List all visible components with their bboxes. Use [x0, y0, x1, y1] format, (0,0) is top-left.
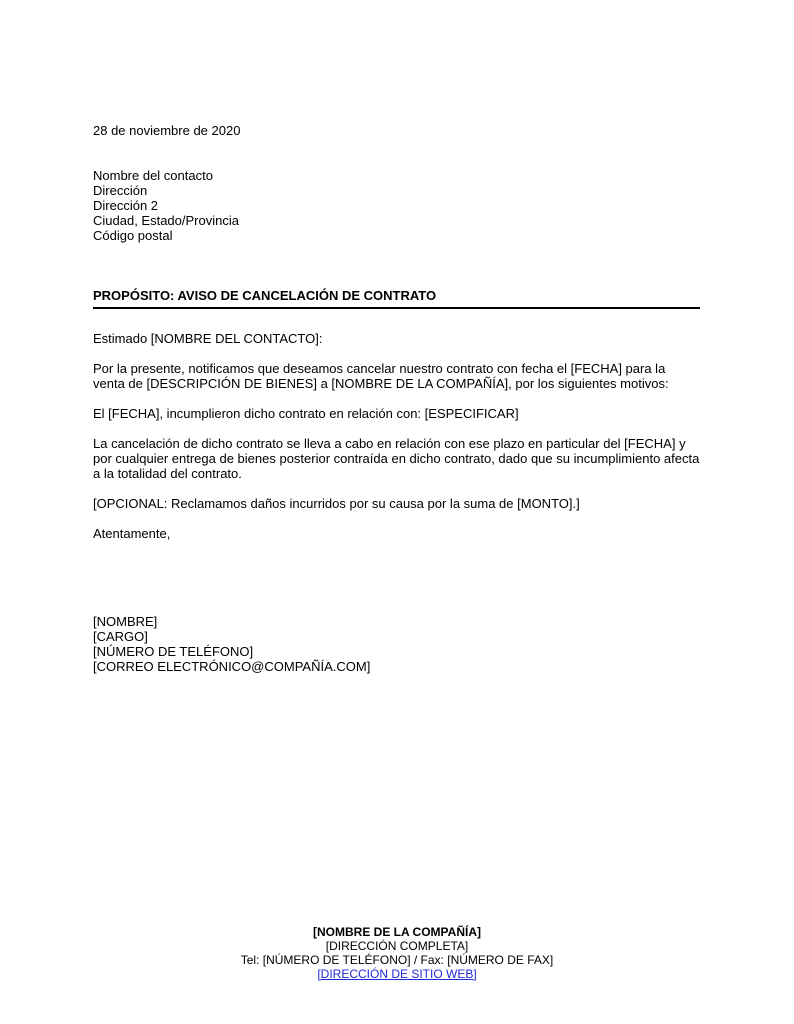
- purpose-heading: PROPÓSITO: AVISO DE CANCELACIÓN DE CONTRATO: [93, 288, 437, 303]
- paragraph-cancellation-line-3: a la totalidad del contrato.: [93, 466, 242, 481]
- paragraph-notice-line-2: venta de [DESCRIPCIÓN DE BIENES] a [NOMBRE DE LA COMPAÑÍA], por los siguientes motivos:: [93, 376, 669, 391]
- recipient-name: Nombre del contacto: [93, 168, 213, 183]
- paragraph-notice-line-1: Por la presente, notificamos que deseamos cancelar nuestro contrato con fecha el [FECHA] para la: [93, 361, 666, 376]
- paragraph-cancellation-line-1: La cancelación de dicho contrato se lleva a cabo en relación con ese plazo en particular del [FECHA] y: [93, 436, 686, 451]
- signature-phone: [NÚMERO DE TELÉFONO]: [93, 644, 254, 659]
- recipient-city: Ciudad, Estado/Provincia: [93, 213, 239, 228]
- heading-divider: [93, 307, 700, 309]
- salutation: Estimado [NOMBRE DEL CONTACTO]:: [93, 331, 323, 346]
- closing: Atentamente,: [93, 526, 171, 541]
- footer-website-link[interactable]: [DIRECCIÓN DE SITIO WEB]: [317, 967, 477, 981]
- recipient-address: [93, 168, 239, 243]
- recipient-postal-code: Código postal: [93, 228, 173, 243]
- footer-address: [DIRECCIÓN COMPLETA]: [325, 939, 469, 953]
- recipient-address-line-2: Dirección 2: [93, 198, 159, 213]
- paragraph-cancellation: [93, 436, 708, 481]
- paragraph-cancellation-line-2: por cualquier entrega de bienes posterior contraída en dicho contrato, dado que su incumplimiento afecta: [93, 451, 700, 466]
- footer-company-name: [NOMBRE DE LA COMPAÑÍA]: [313, 925, 481, 939]
- signature-email: [CORREO ELECTRÓNICO@COMPAÑÍA.COM]: [93, 659, 371, 674]
- signature-title: [CARGO]: [93, 629, 148, 644]
- letter-date: 28 de noviembre de 2020: [93, 123, 241, 138]
- recipient-address-line-1: Dirección: [93, 183, 148, 198]
- page-footer: [0, 925, 794, 981]
- signature-block: [93, 614, 370, 674]
- letter-body: [93, 331, 708, 556]
- footer-contact: Tel: [NÚMERO DE TELÉFONO] / Fax: [NÚMERO DE FAX]: [240, 953, 554, 967]
- paragraph-breach: El [FECHA], incumplieron dicho contrato en relación con: [ESPECIFICAR]: [93, 406, 519, 421]
- paragraph-notice: [93, 361, 708, 391]
- paragraph-optional-damages: [OPCIONAL: Reclamamos daños incurridos por su causa por la suma de [MONTO].]: [93, 496, 580, 511]
- signature-name: [NOMBRE]: [93, 614, 158, 629]
